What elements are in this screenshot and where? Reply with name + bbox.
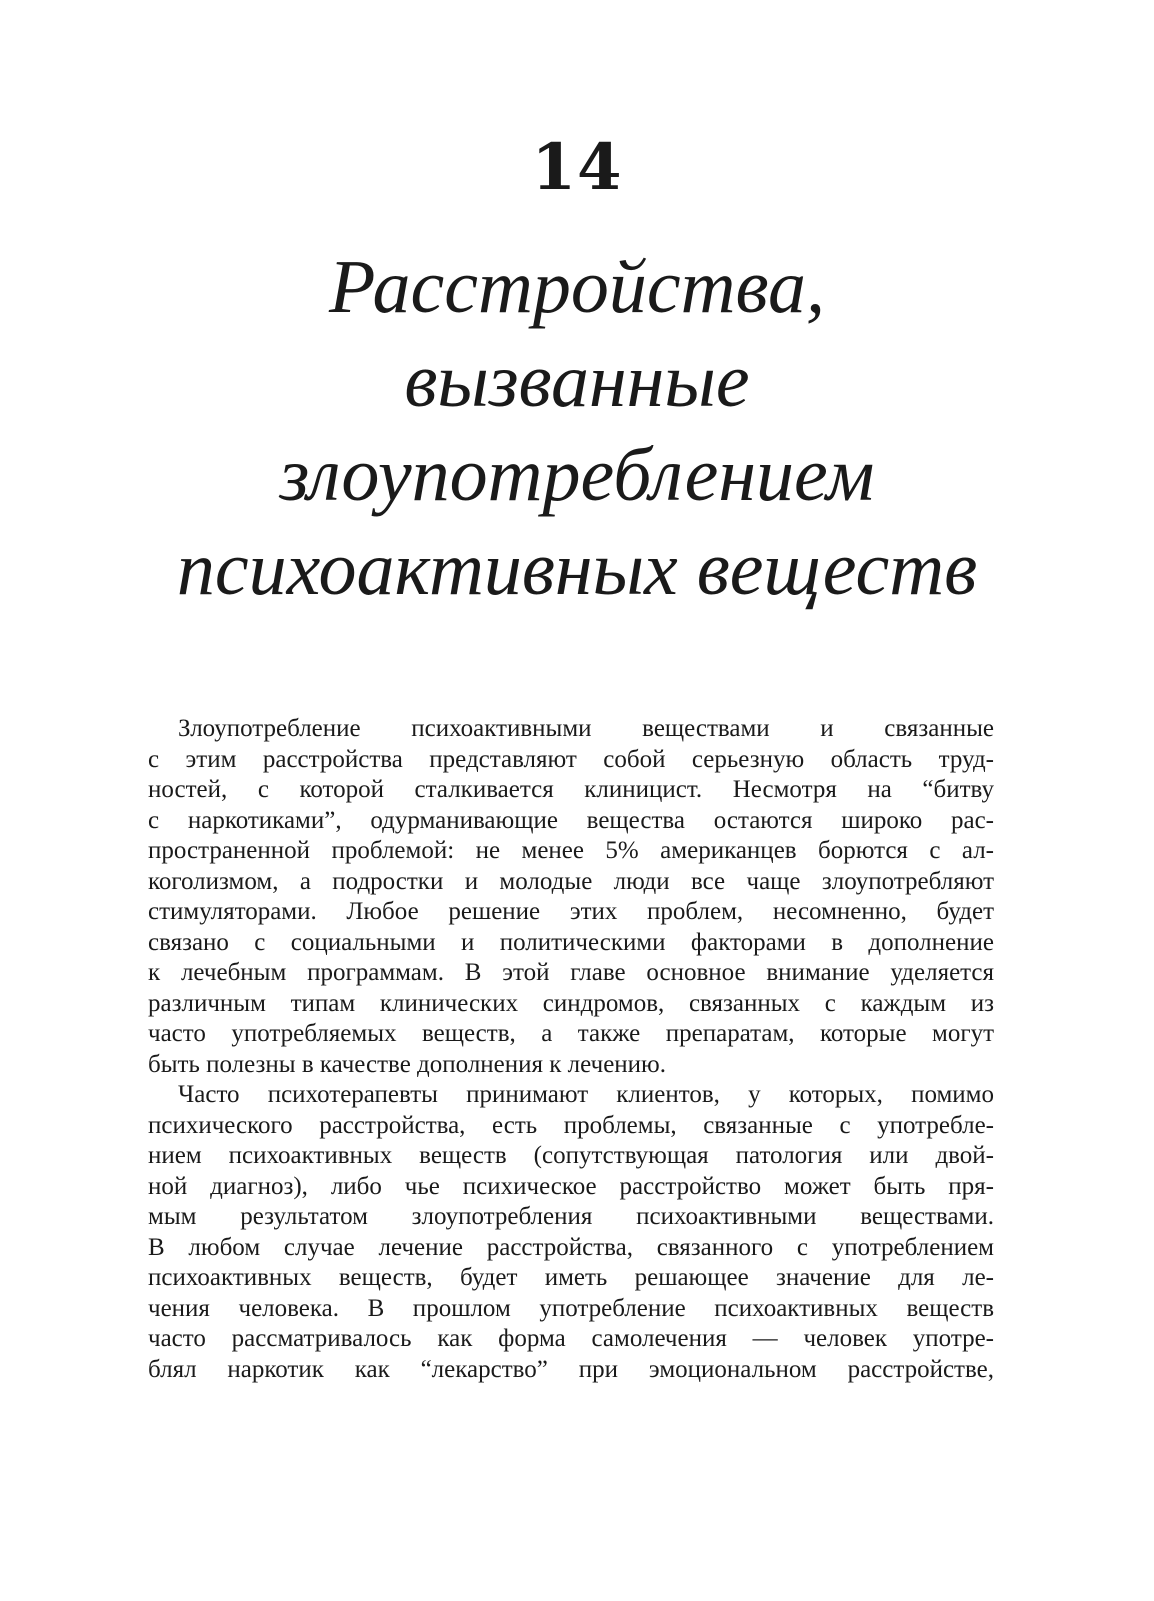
text-line: психического расстройства, есть проблемы, связанные с употребле-: [148, 1111, 994, 1139]
body-text: [148, 714, 994, 1385]
text-line: ностей, с которой сталкивается клиницист. Несмотря на “битву: [148, 776, 994, 803]
text-line: Часто психотерапевты принимают клиентов, у которых, помимо: [178, 1081, 994, 1108]
chapter-title-line: злоупотреблением: [279, 433, 875, 517]
text-line: связано с социальными и политическими факторами в дополнение: [148, 928, 994, 956]
text-line: нием психоактивных веществ (сопутствующая патология или двой-: [148, 1142, 994, 1169]
chapter-title-line: психоактивных веществ: [176, 527, 978, 611]
chapter-title-line: вызванные: [404, 339, 750, 423]
chapter-title: [40, 240, 1114, 616]
text-line: пространенной проблемой: не менее 5% американцев борются с ал-: [148, 837, 994, 864]
text-line: часто употребляемых веществ, а также препаратам, которые могут: [148, 1020, 994, 1047]
text-line: В любом случае лечение расстройства, связанного с употреблением: [148, 1233, 994, 1261]
text-line: с наркотиками”, одурманивающие вещества остаются широко рас-: [148, 806, 994, 834]
text-line: к лечебным программам. В этой главе основное внимание уделяется: [148, 959, 994, 986]
chapter-number: 14: [531, 130, 623, 205]
text-line: коголизмом, а подростки и молодые люди все чаще злоупотребляют: [148, 867, 994, 895]
text-line: мым результатом злоупотребления психоактивными веществами.: [148, 1203, 994, 1230]
text-line: различным типам клинических синдромов, связанных с каждым из: [148, 989, 994, 1017]
paragraph-comorbidity: [148, 1080, 994, 1385]
text-line: с этим расстройства представляют собой серьезную область труд-: [148, 745, 994, 773]
text-line: чения человека. В прошлом употребление психоактивных веществ: [148, 1294, 994, 1322]
text-line: ной диагноз), либо чье психическое расстройство может быть пря-: [148, 1172, 994, 1200]
text-line: быть полезны в качестве дополнения к лечению.: [148, 1050, 666, 1078]
text-line: Злоупотребление психоактивными веществами и связанные: [178, 715, 994, 742]
text-line: блял наркотик как “лекарство” при эмоциональном расстройстве,: [148, 1355, 994, 1383]
text-line: психоактивных веществ, будет иметь решающее значение для ле-: [148, 1264, 994, 1291]
text-line: стимуляторами. Любое решение этих проблем, несомненно, будет: [148, 898, 994, 925]
chapter-title-line: Расстройства,: [329, 245, 825, 329]
text-line: часто рассматривалось как форма самолечения — человек употре-: [148, 1325, 994, 1352]
paragraph-intro: [148, 714, 994, 1080]
